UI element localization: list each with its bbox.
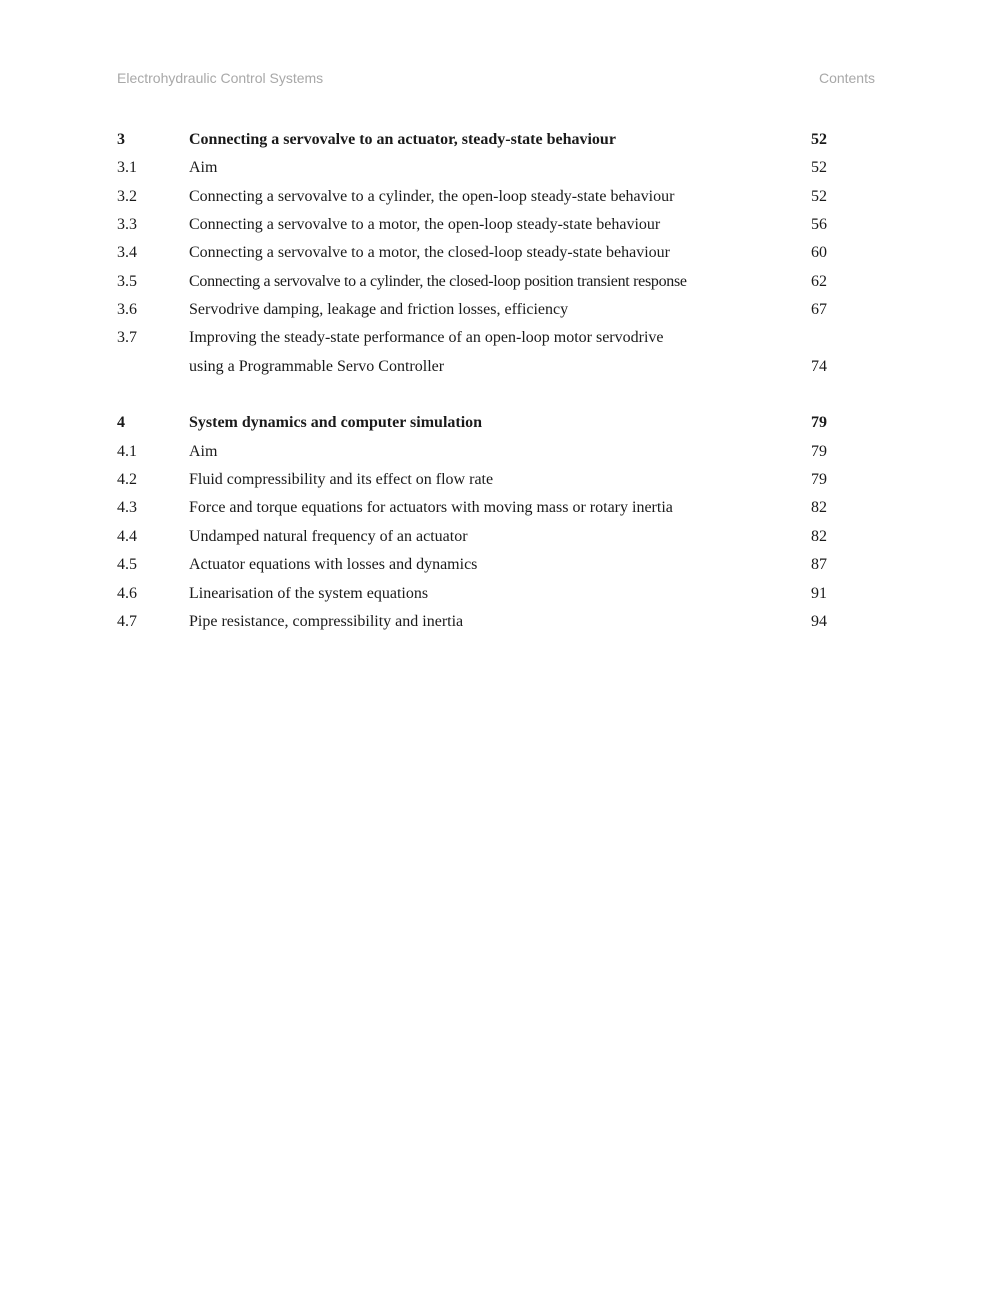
toc-section-entry[interactable]	[117, 494, 827, 522]
page-number: 62	[811, 272, 827, 290]
section-title: Fluid compressibility and its effect on flow rate	[189, 471, 494, 489]
section-title-line2: using a Programmable Servo Controller	[189, 357, 445, 375]
section-number: 4.2	[117, 471, 137, 489]
section-number: 3.7	[117, 329, 137, 347]
section-title: Connecting a servovalve to a cylinder, the open-loop steady-state behaviour	[189, 187, 675, 205]
section-title: Connecting a servovalve to a motor, the open-loop steady-state behaviour	[189, 216, 661, 234]
section-number: 4.4	[117, 527, 137, 545]
chapter-title: Connecting a servovalve to an actuator, steady-state behaviour	[189, 131, 616, 148]
page-number: 52	[811, 187, 827, 205]
page-number: 82	[811, 527, 827, 545]
section-number: 3.4	[117, 244, 137, 262]
page-number: 82	[811, 499, 827, 517]
toc-section-entry[interactable]	[117, 580, 827, 608]
toc-section-entry[interactable]	[117, 239, 827, 267]
section-title: Linearisation of the system equations	[189, 584, 429, 602]
page-number: 52	[811, 131, 827, 148]
page-number: 87	[811, 556, 827, 574]
running-header-section: Contents	[818, 70, 875, 86]
page-number: 52	[811, 159, 827, 177]
chapter-number: 4	[117, 414, 125, 432]
section-number: 3.5	[117, 272, 137, 290]
section-number: 4.7	[117, 612, 137, 630]
toc-section-entry[interactable]	[117, 438, 827, 466]
section-title: Pipe resistance, compressibility and inertia	[189, 612, 464, 630]
toc-section-entry[interactable]	[117, 523, 827, 551]
toc-chapter-entry[interactable]	[117, 409, 827, 437]
toc-chapter-entry[interactable]	[117, 126, 827, 154]
page-number: 67	[811, 301, 827, 319]
section-number: 3.1	[117, 159, 137, 177]
section-title: Improving the steady-state performance of an open-loop motor servodrive	[189, 329, 664, 347]
section-number: 3.3	[117, 216, 137, 234]
section-title: Connecting a servovalve to a cylinder, the closed-loop position transient response	[189, 272, 687, 290]
toc-section-entry[interactable]	[117, 324, 827, 352]
section-title: Aim	[189, 442, 218, 460]
running-header-title: Electrohydraulic Control Systems	[117, 70, 324, 86]
page-number: 74	[811, 357, 827, 375]
section-number: 3.6	[117, 301, 137, 319]
page-number: 79	[811, 442, 827, 460]
chapter-title: System dynamics and computer simulation	[189, 414, 483, 432]
toc-section-entry[interactable]	[117, 608, 827, 636]
section-number: 4.6	[117, 584, 137, 602]
toc-section-entry[interactable]	[117, 183, 827, 211]
section-title: Aim	[189, 159, 218, 177]
section-title: Actuator equations with losses and dynamics	[189, 556, 478, 574]
toc-section-entry-continued[interactable]	[117, 353, 827, 381]
toc-section-entry[interactable]	[117, 466, 827, 494]
section-number: 4.3	[117, 499, 137, 517]
page-number: 91	[811, 584, 827, 602]
section-number: 3.2	[117, 187, 137, 205]
chapter-number: 3	[117, 131, 125, 148]
section-title: Servodrive damping, leakage and friction losses, efficiency	[189, 301, 569, 319]
section-title: Connecting a servovalve to a motor, the closed-loop steady-state behaviour	[189, 244, 670, 262]
page-number: 79	[811, 414, 827, 432]
toc-section-entry[interactable]	[117, 551, 827, 579]
toc-section-entry[interactable]	[117, 154, 827, 182]
page-number: 79	[811, 471, 827, 489]
table-of-contents	[117, 126, 827, 636]
toc-section-entry[interactable]	[117, 296, 827, 324]
toc-section-entry[interactable]	[117, 211, 827, 239]
section-number: 4.5	[117, 556, 137, 574]
page-number: 94	[811, 612, 827, 630]
page-number: 60	[811, 244, 827, 262]
section-number: 4.1	[117, 442, 137, 460]
section-title: Force and torque equations for actuators with moving mass or rotary inertia	[189, 499, 673, 517]
toc-section-entry[interactable]	[117, 268, 827, 296]
section-title: Undamped natural frequency of an actuator	[189, 527, 468, 545]
page-number: 56	[811, 216, 827, 234]
